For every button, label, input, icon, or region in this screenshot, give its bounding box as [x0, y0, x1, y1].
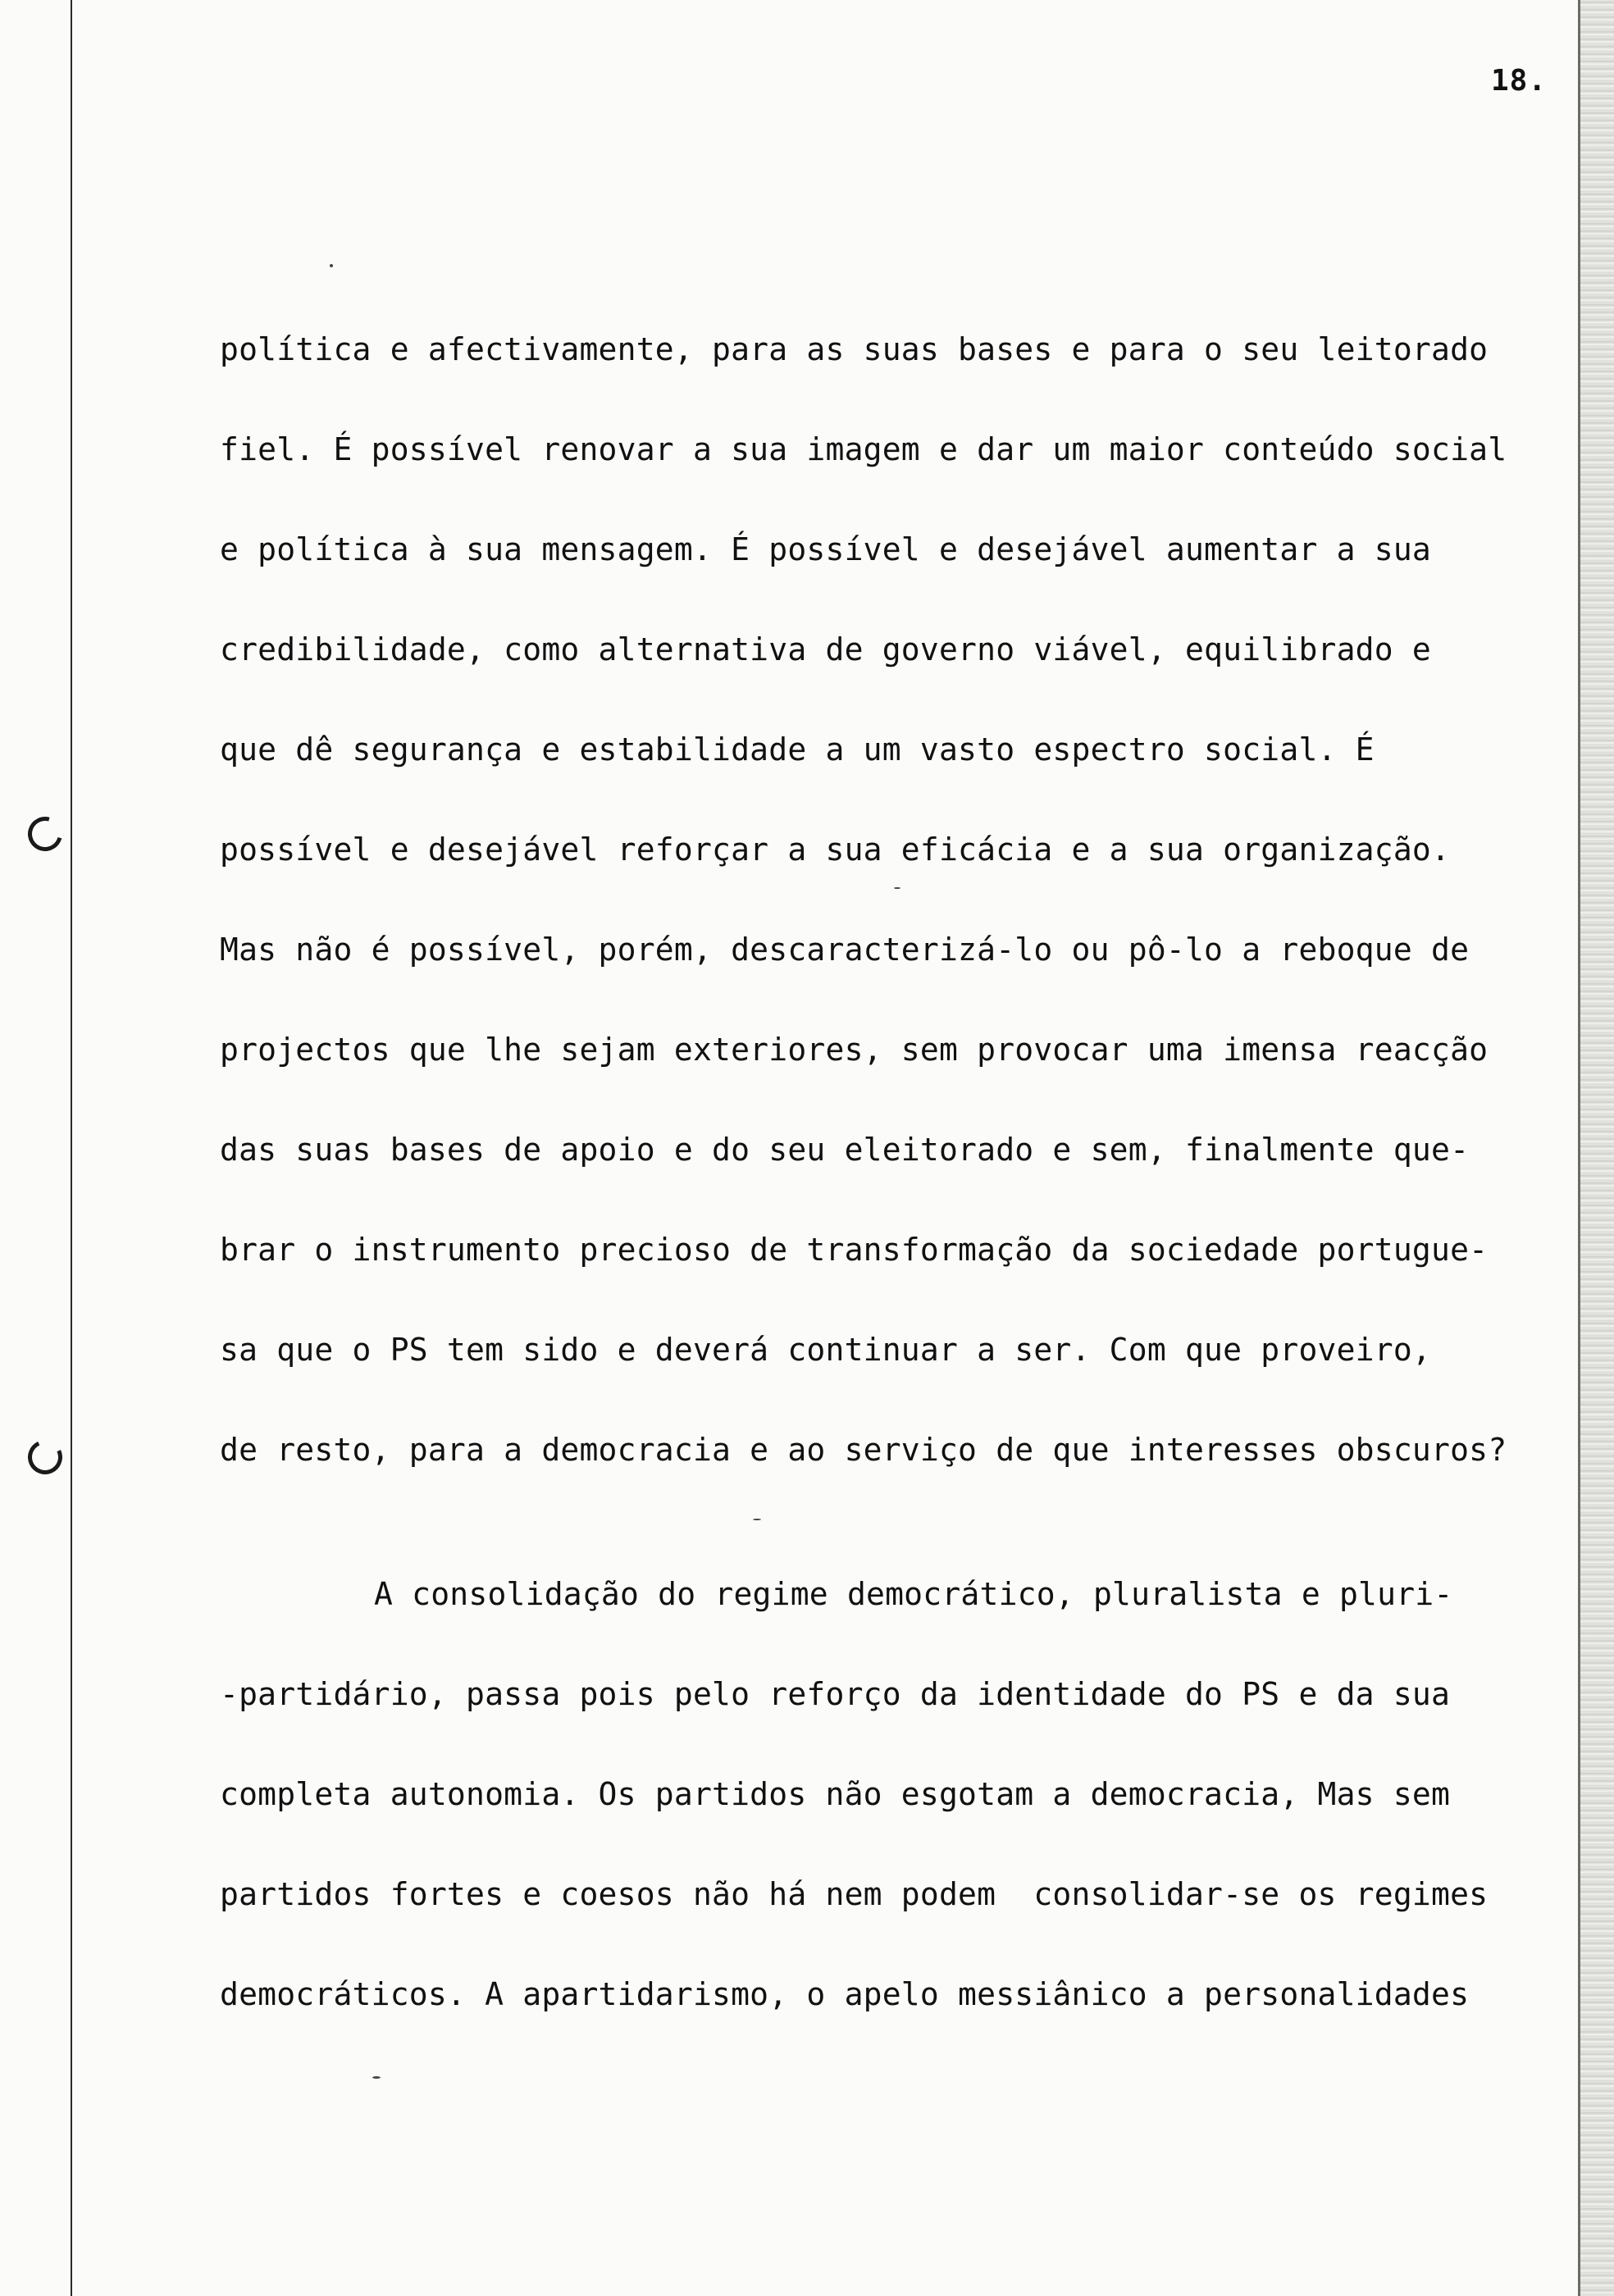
binder-hole-icon [23, 1435, 67, 1479]
text-line: das suas bases de apoio e do seu eleitorado e sem, finalmente que- [220, 1132, 1470, 1168]
paragraph-1 [220, 299, 1565, 1500]
text-line: completa autonomia. Os partidos não esgotam a democracia, Mas sem [220, 1776, 1451, 1812]
page-number: 18. [1490, 64, 1547, 98]
text-line: brar o instrumento precioso de transformação da sociedade portugue- [220, 1232, 1489, 1268]
scan-speck [753, 1519, 761, 1520]
scan-speck [372, 2076, 381, 2079]
binder-hole-icon [21, 810, 68, 857]
text-line: Mas não é possível, porém, descaracterizá-lo ou pô-lo a reboque de [220, 932, 1470, 968]
text-line: política e afectivamente, para as suas bases e para o seu leitorado [220, 331, 1489, 367]
scanned-page-edge [1578, 0, 1614, 2296]
scan-speck [330, 264, 333, 267]
text-line: possível e desejável reforçar a sua eficácia e a sua organização. [220, 831, 1451, 868]
text-line: sa que o PS tem sido e deverá continuar a ser. Com que proveiro, [220, 1332, 1431, 1368]
text-line: democráticos. A apartidarismo, o apelo messiânico a personalidades [220, 1976, 1470, 2012]
text-line: de resto, para a democracia e ao serviço de que interesses obscuros? [220, 1432, 1507, 1468]
text-line: -partidário, passa pois pelo reforço da identidade do PS e da sua [220, 1676, 1451, 1712]
text-line: credibilidade, como alternativa de governo viável, equilibrado e [220, 631, 1431, 667]
text-line: projectos que lhe sejam exteriores, sem provocar uma imensa reacção [220, 1032, 1489, 1068]
text-line: fiel. É possível renovar a sua imagem e dar um maior conteúdo social [220, 431, 1507, 467]
text-line: A consolidação do regime democrático, pluralista e pluri- [374, 1576, 1453, 1612]
paragraph-2 [220, 1544, 1565, 2044]
text-line: partidos fortes e coesos não há nem podem consolidar-se os regimes [220, 1876, 1489, 1912]
left-margin-rule [71, 0, 72, 2296]
text-line: que dê segurança e estabilidade a um vasto espectro social. É [220, 731, 1375, 768]
text-line: e política à sua mensagem. É possível e desejável aumentar a sua [220, 531, 1431, 567]
